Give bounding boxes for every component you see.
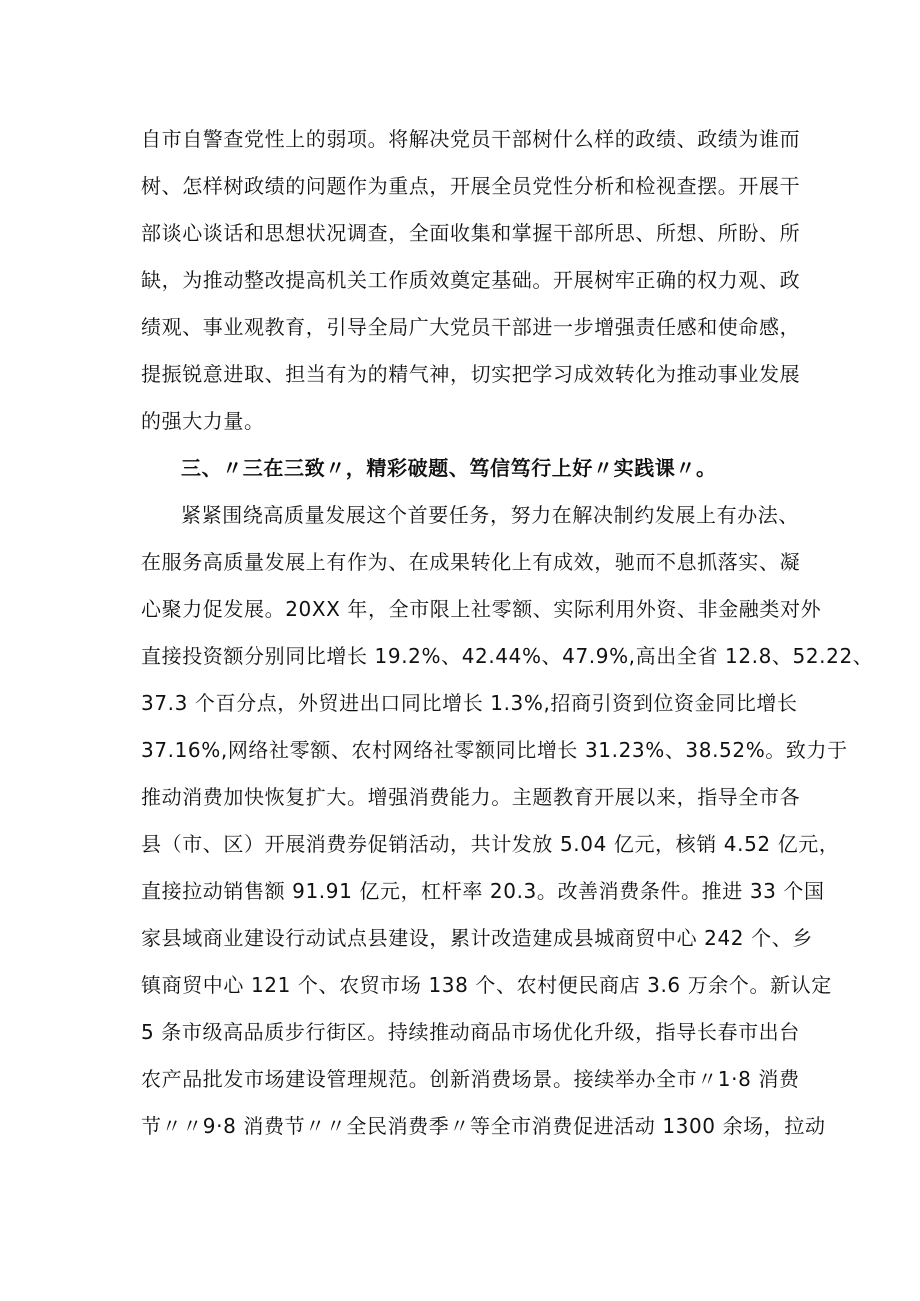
paragraph-line: 心聚力促发展。20XX 年，全市限上社零额、实际利用外资、非金融类对外 [141, 597, 822, 621]
paragraph-line: 镇商贸中心 121 个、农贸市场 138 个、农村便民商店 3.6 万余个。新认定 [141, 973, 832, 997]
paragraph-line: 紧紧围绕高质量发展这个首要任务，努力在解决制约发展上有办法、 [181, 503, 799, 527]
paragraph-line: 在服务高质量发展上有作为、在成果转化上有成效，驰而不息抓落实、凝 [141, 550, 801, 574]
paragraph-line: 县（市、区）开展消费券促销活动，共计发放 5.04 亿元，核销 4.52 亿元， [141, 832, 840, 856]
paragraph-line: 农产品批发市场建设管理规范。创新消费场景。接续举办全市〃1·8 消费 [141, 1067, 800, 1091]
paragraph-line: 的强大力量。 [141, 409, 265, 433]
paragraph-line: 直接投资额分别同比增长 19.2%、42.44%、47.9%,高出全省 12.8、52.22、 [141, 644, 874, 668]
paragraph-line: 提振锐意进取、担当有为的精气神，切实把学习成效转化为推动事业发展 [141, 362, 801, 386]
paragraph-line: 绩观、事业观教育，引导全局广大党员干部进一步增强责任感和使命感， [141, 315, 801, 339]
paragraph-line: 节〃〃9·8 消费节〃〃全民消费季〃等全市消费促进活动 1300 余场，拉动 [141, 1114, 826, 1138]
paragraph-line: 37.3 个百分点，外贸进出口同比增长 1.3%,招商引资到位资金同比增长 [141, 691, 798, 715]
paragraph-line: 缺，为推动整改提高机关工作质效奠定基础。开展树牢正确的权力观、政 [141, 268, 801, 292]
paragraph-line: 自市自警查党性上的弱项。将解决党员干部树什么样的政绩、政绩为谁而 [141, 127, 801, 151]
paragraph-line: 37.16%,网络社零额、农村网络社零额同比增长 31.23%、38.52%。致力于 [141, 738, 848, 762]
section-heading: 三、〃三在三致〃，精彩破题、笃信笃行上好〃实践课〃。 [181, 456, 717, 480]
paragraph-line: 树、怎样树政绩的问题作为重点，开展全员党性分析和检视查摆。开展干 [141, 174, 801, 198]
paragraph-line: 5 条市级高品质步行街区。持续推动商品市场优化升级，指导长春市出台 [141, 1020, 800, 1044]
paragraph-line: 推动消费加快恢复扩大。增强消费能力。主题教育开展以来，指导全市各 [141, 785, 801, 809]
paragraph-line: 直接拉动销售额 91.91 亿元，杠杆率 20.3。改善消费条件。推进 33 个国 [141, 879, 825, 903]
paragraph-line: 家县域商业建设行动试点县建设，累计改造建成县城商贸中心 242 个、乡 [141, 926, 813, 950]
paragraph-line: 部谈心谈话和思想状况调查，全面收集和掌握干部所思、所想、所盼、所 [141, 221, 801, 245]
